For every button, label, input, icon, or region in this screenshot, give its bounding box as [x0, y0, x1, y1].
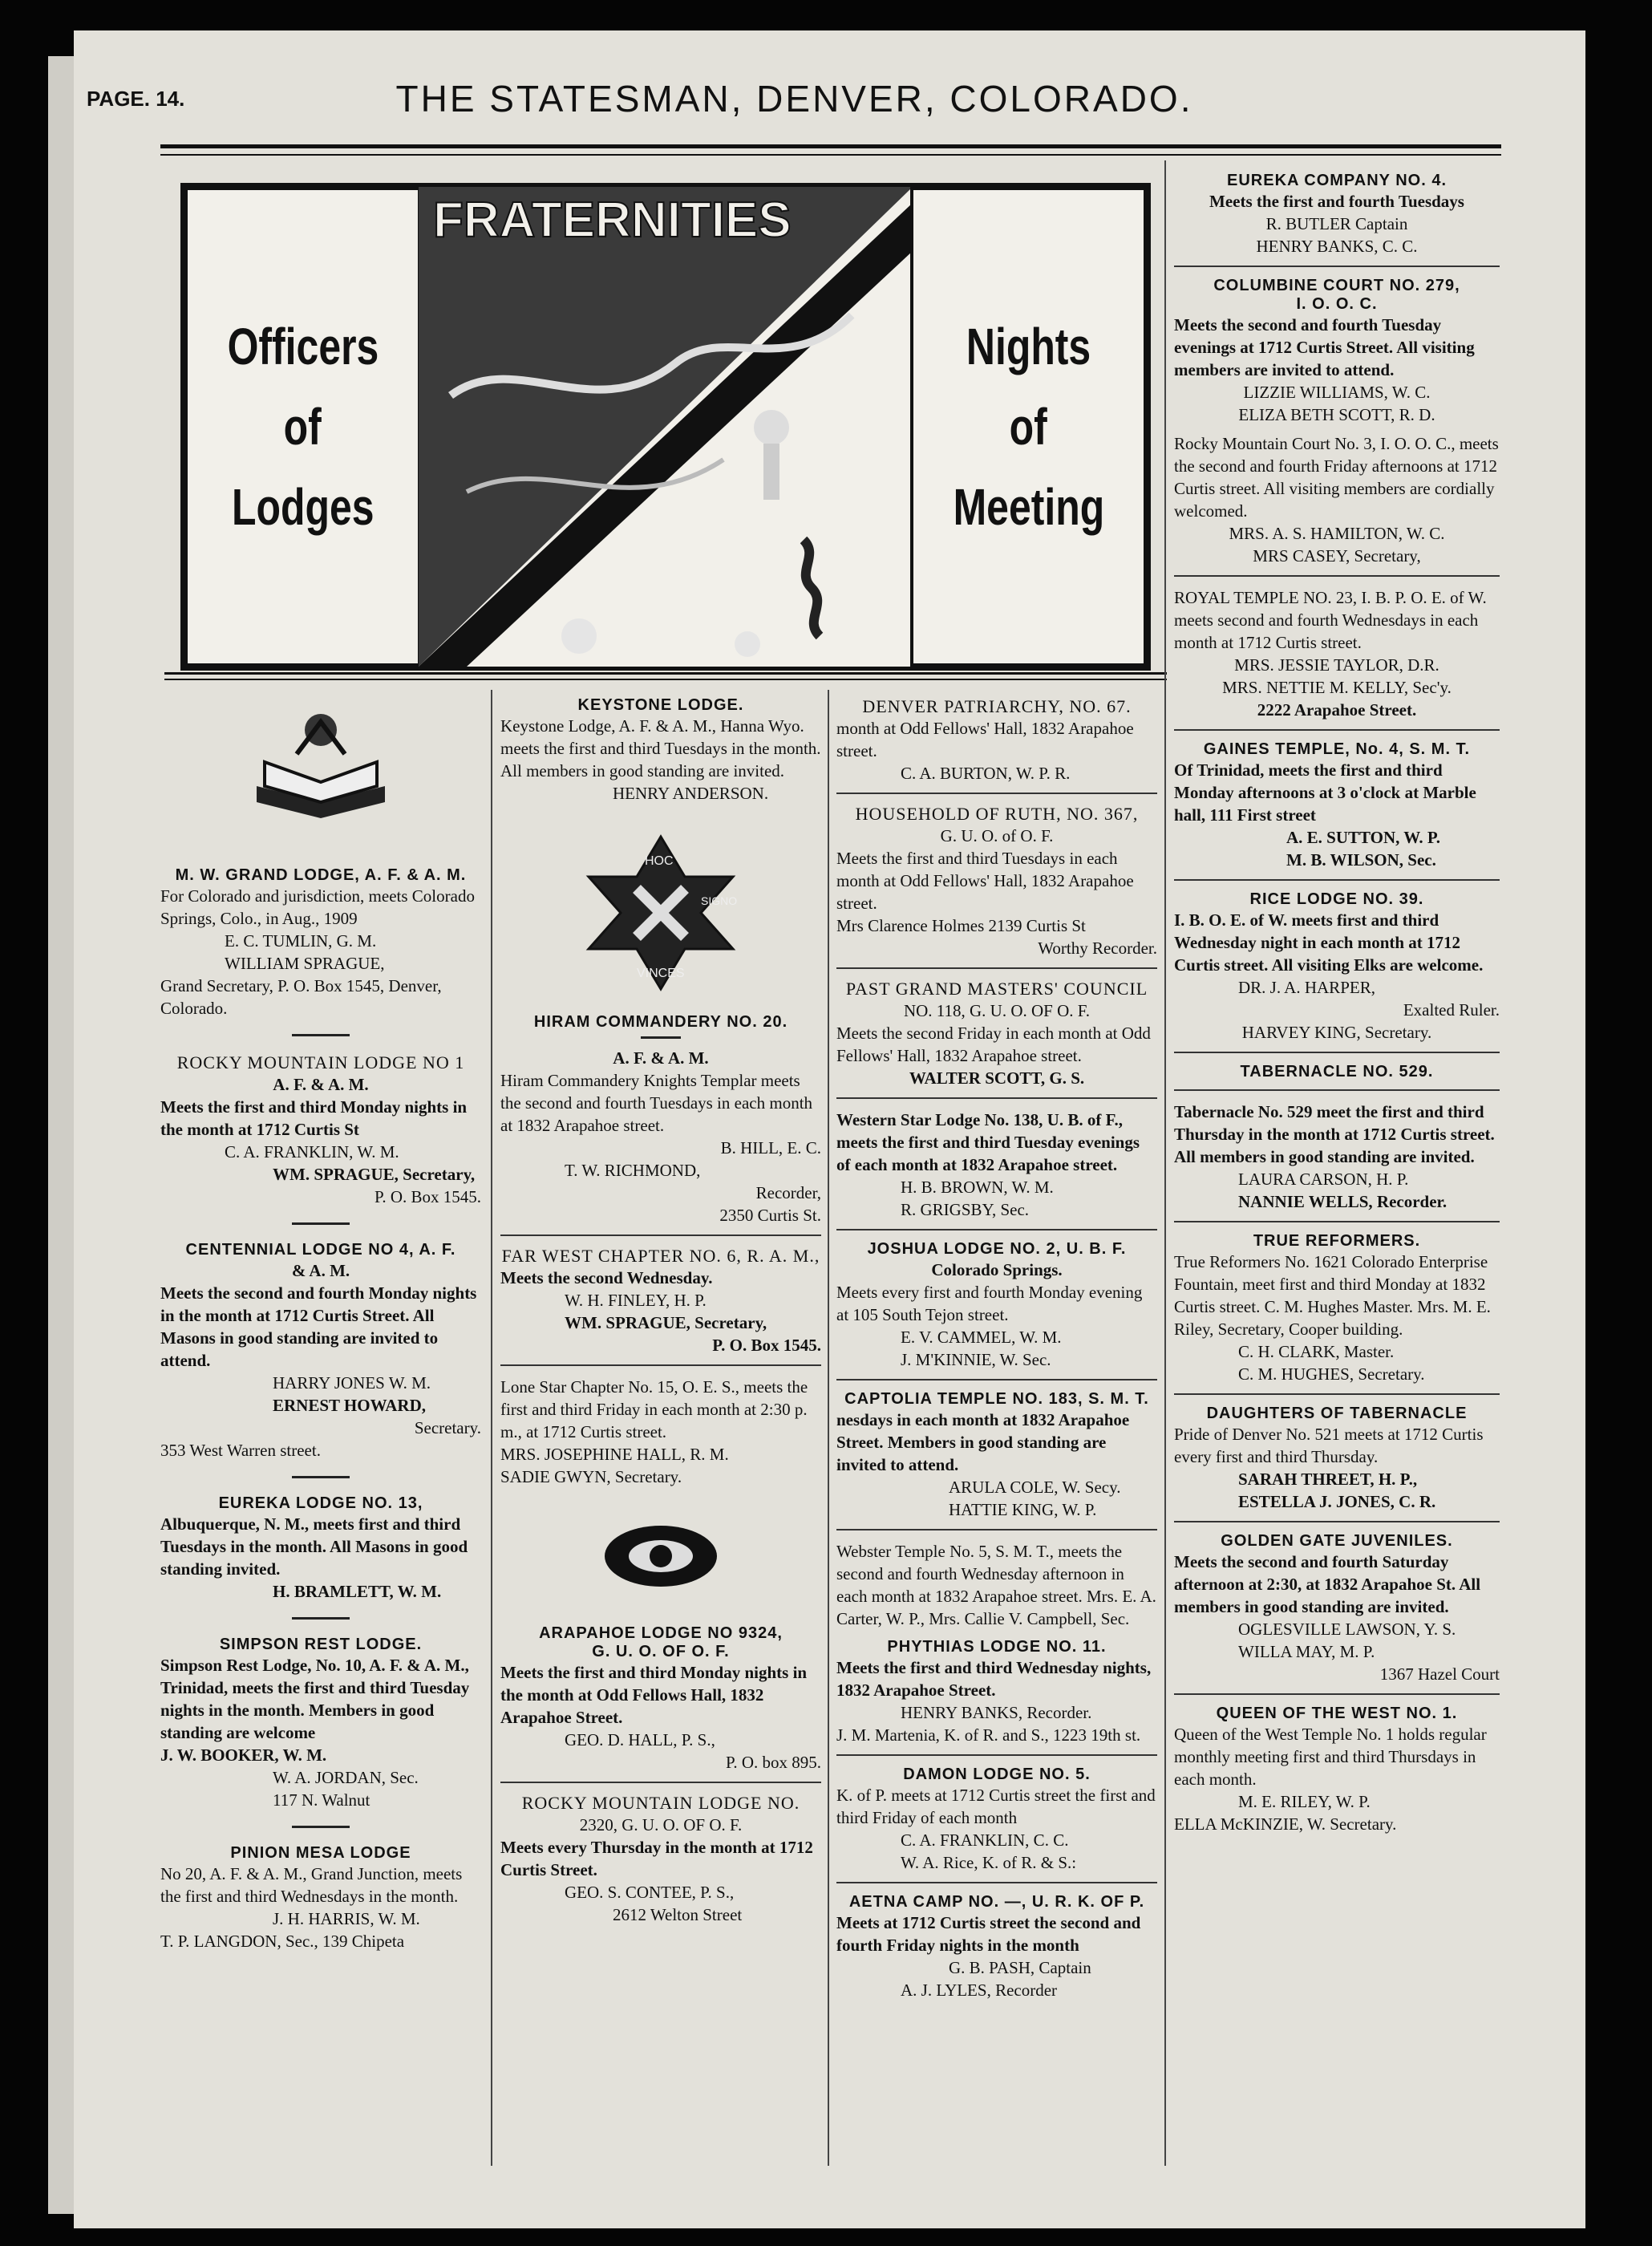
centennial-title: CENTENNIAL LODGE NO 4, A. F.	[185, 1241, 456, 1259]
farwest-body: Meets the second Wednesday.	[500, 1268, 713, 1287]
queen-body: Queen of the West Temple No. 1 holds regular monthly meeting first and third Thursdays in each month.	[1174, 1725, 1487, 1789]
separator-line	[500, 1364, 821, 1366]
separator-line	[1174, 729, 1500, 731]
column-1	[160, 706, 481, 1956]
queen-officer-2: ELLA McKINZIE, W. Secretary.	[1174, 1814, 1397, 1834]
separator-line	[836, 1229, 1157, 1230]
keystone-title: KEYSTONE LODGE.	[577, 696, 744, 714]
separator-line	[836, 1529, 1157, 1530]
patriarchy-officer-1: C. A. BURTON, W. P. R.	[901, 764, 1071, 783]
webster-body: Webster Temple No. 5, S. M. T., meets the second and fourth Wednesday afternoon in each month at 1832 Arapahoe street. Mrs. E. A. Carter, W. P., Mrs. Callie V. Campbell, Sec.	[836, 1542, 1156, 1628]
eurekaco-officer-2: HENRY BANKS, C. C.	[1256, 237, 1418, 256]
pastgrand-sub: NO. 118, G. U. O. OF O. F.	[903, 1001, 1091, 1020]
banner-left-panel	[184, 187, 421, 667]
arapahoe-officer-1: GEO. D. HALL, P. S.,	[565, 1730, 715, 1749]
simpson-officer-3: 117 N. Walnut	[273, 1790, 370, 1810]
western-star-lodge	[836, 1109, 1157, 1221]
pastgrand-body: Meets the second Friday in each month at Odd Fellows' Hall, 1832 Arapahoe street.	[836, 1024, 1151, 1065]
grand-lodge-officer-2: WILLIAM SPRAGUE,	[225, 954, 385, 973]
tabernacle	[1174, 1063, 1500, 1213]
column-2	[500, 696, 821, 1929]
golden-gate-juveniles	[1174, 1532, 1500, 1685]
hiram-officer-1: T. W. RICHMOND,	[565, 1161, 701, 1180]
damon-officer-1: C. A. FRANKLIN, C. C.	[901, 1830, 1069, 1850]
banner-rule	[164, 672, 1167, 675]
grand-lodge-title: M. W. GRAND LODGE, A. F. & A. M.	[175, 866, 467, 884]
joshua-title: JOSHUA LODGE NO. 2, U. B. F.	[867, 1240, 1127, 1258]
separator-line	[1174, 1221, 1500, 1222]
columbine-officer-1: LIZZIE WILLIAMS, W. C.	[1243, 383, 1431, 402]
phythias-officer-2: J. M. Martenia, K. of R. and S., 1223 19th st.	[836, 1725, 1141, 1745]
separator-line	[500, 1234, 821, 1236]
masonic-bible-icon	[249, 706, 393, 826]
grand-lodge-text: For Colorado and jurisdiction, meets Colorado Springs, Colo., in Aug., 1909	[160, 886, 475, 928]
column-divider-3	[1164, 160, 1166, 2166]
phythias-lodge	[836, 1638, 1157, 1746]
reformers-officer-1: C. H. CLARK, Master.	[1238, 1342, 1395, 1361]
rice-officer-1: DR. J. A. HARPER,	[1238, 978, 1375, 997]
far-west-chapter	[500, 1246, 821, 1356]
farwest-officer-1: W. H. FINLEY, H. P.	[565, 1291, 707, 1310]
banner-right-panel	[910, 187, 1147, 667]
rice-officer-3: HARVEY KING, Secretary.	[1241, 1023, 1432, 1042]
patriarchy-body: month at Odd Fellows' Hall, 1832 Arapahoe street.	[836, 719, 1134, 760]
ruth-body: Meets the first and third Tuesdays in each month at Odd Fellows' Hall, 1832 Arapahoe street.	[836, 849, 1134, 913]
separator-line	[1174, 1693, 1500, 1695]
rockyguo-officer-2: 2612 Welton Street	[613, 1905, 743, 1924]
gaines-temple	[1174, 740, 1500, 871]
aetna-body: Meets at 1712 Curtis street the second and fourth Friday nights in the month	[836, 1913, 1141, 1955]
past-grand-masters-council	[836, 979, 1157, 1089]
royal-officer-3: 2222 Arapahoe Street.	[1257, 700, 1417, 720]
simpson-officer-1: J. W. BOOKER, W. M.	[160, 1745, 327, 1765]
daughters-title: DAUGHTERS OF TABERNACLE	[1206, 1405, 1468, 1422]
true-reformers	[1174, 1232, 1500, 1385]
pinion-officer-2: T. P. LANGDON, Sec., 139 Chipeta	[160, 1932, 405, 1951]
arapahoe-sub: G. U. O. OF O. F.	[592, 1643, 730, 1660]
daughters-officer-2: ESTELLA J. JONES, C. R.	[1238, 1492, 1436, 1511]
rocky-mountain-court	[1174, 432, 1500, 567]
banner-left-line-2: of	[283, 398, 322, 456]
arapahoe-body: Meets the first and third Monday nights in the month at Odd Fellows Hall, 1832 Arapahoe Street.	[500, 1663, 808, 1727]
hiram-sub: A. F. & A. M.	[613, 1048, 709, 1068]
joshua-sub: Colorado Springs.	[931, 1260, 1063, 1279]
aetna-title: AETNA CAMP NO. —, U. R. K. OF P.	[848, 1893, 1145, 1911]
banner-right-line-2: of	[1009, 398, 1048, 456]
grand-lodge-officer-1: E. C. TUMLIN, G. M.	[225, 931, 377, 951]
separator	[292, 1617, 350, 1620]
farwest-officer-2: WM. SPRAGUE, Secretary,	[565, 1313, 767, 1332]
golden-body: Meets the second and fourth Saturday afternoon at 2:30, at 1832 Arapahoe St. All members in good standing are invited.	[1174, 1552, 1481, 1616]
rocky-lodge-sub: A. F. & A. M.	[273, 1075, 369, 1094]
aetna-officer-1: G. B. PASH, Captain	[949, 1958, 1091, 1977]
separator	[292, 1034, 350, 1036]
ruth-sub: G. U. O. of O. F.	[940, 826, 1054, 845]
daughters-officer-1: SARAH THREET, H. P.,	[1238, 1470, 1418, 1489]
column-divider-2	[828, 690, 829, 2166]
all-seeing-eye-icon	[601, 1520, 721, 1592]
captolia-body: nesdays in each month at 1832 Arapahoe Street. Members in good standing are invited to attend.	[836, 1410, 1130, 1474]
ruth-officer-2: Worthy Recorder.	[1038, 939, 1157, 958]
rockyguo-body: Meets every Thursday in the month at 1712 Curtis Street.	[500, 1838, 813, 1879]
golden-officer-2: WILLA MAY, M. P.	[1238, 1642, 1375, 1661]
separator-line	[500, 1782, 821, 1783]
rocky-lodge-title: ROCKY MOUNTAIN LODGE NO 1	[176, 1052, 465, 1072]
rice-title: RICE LODGE NO. 39.	[1249, 890, 1424, 908]
separator	[292, 1826, 350, 1828]
farwest-officer-3: P. O. Box 1545.	[712, 1336, 821, 1355]
aetna-officer-2: A. J. LYLES, Recorder	[901, 1980, 1058, 2000]
patriarchy-title: DENVER PATRIARCHY, NO. 67.	[862, 696, 1132, 716]
ruth-officer-1: Mrs Clarence Holmes 2139 Curtis St	[836, 916, 1086, 935]
centennial-officer-2: ERNEST HOWARD,	[273, 1396, 426, 1415]
western-officer-2: R. GRIGSBY, Sec.	[901, 1200, 1030, 1219]
columbine-sub: I. O. O. C.	[1296, 295, 1378, 313]
separator-line	[836, 793, 1157, 794]
rockycourt-body: Rocky Mountain Court No. 3, I. O. O. C., meets the second and fourth Friday afternoons at 1712 Curtis street. All visiting members are cordially welcomed.	[1174, 434, 1499, 521]
centennial-body: Meets the second and fourth Monday nights in the month at 1712 Curtis Street. All Masons in good standing are invited to attend.	[160, 1283, 477, 1370]
eureka-lodge	[160, 1494, 481, 1603]
pinion-body: No 20, A. F. & A. M., Grand Junction, meets the first and third Wednesdays in the month.	[160, 1864, 463, 1906]
keystone-lodge	[500, 696, 821, 805]
lone-star-chapter	[500, 1376, 821, 1488]
pastgrand-title: PAST GRAND MASTERS' COUNCIL	[845, 979, 1148, 999]
rocky-mountain-lodge	[160, 1052, 481, 1208]
columbine-officer-2: ELIZA BETH SCOTT, R. D.	[1238, 405, 1435, 424]
queen-of-the-west	[1174, 1705, 1500, 1835]
hiram-body: Hiram Commandery Knights Templar meets the second and fourth Tuesdays in each month at 1832 Arapahoe street.	[500, 1071, 813, 1135]
royal-temple	[1174, 586, 1500, 721]
separator-line	[1174, 879, 1500, 881]
gaines-body: Of Trinidad, meets the first and third Monday afternoons at 3 o'clock at Marble hall, 111 First street	[1174, 760, 1476, 825]
separator-line	[1174, 1521, 1500, 1522]
eureka-company	[1174, 172, 1500, 257]
centennial-officer-3: Secretary.	[414, 1418, 481, 1437]
rockycourt-officer-2: MRS CASEY, Secretary,	[1253, 546, 1421, 566]
banner-center-title: FRATERNITIES	[433, 193, 792, 248]
pinion-officer-1: J. H. HARRIS, W. M.	[273, 1909, 420, 1928]
rice-officer-2: Exalted Ruler.	[1403, 1000, 1500, 1020]
separator-line	[1174, 266, 1500, 267]
separator-line	[1174, 1089, 1500, 1091]
eurekaco-title: EUREKA COMPANY NO. 4.	[1227, 172, 1447, 189]
pinion-mesa-lodge	[160, 1844, 481, 1952]
aetna-camp	[836, 1893, 1157, 2001]
banner-right-line-3: Meeting	[953, 478, 1104, 536]
reformers-body: True Reformers No. 1621 Colorado Enterprise Fountain, meet first and third Monday at 1832 Curtis street. C. M. Hughes Master. Mrs. M. E. Riley, Secretary, Cooper building.	[1174, 1252, 1491, 1339]
rocky-mountain-guo	[500, 1793, 821, 1926]
reformers-officer-2: C. M. HUGHES, Secretary.	[1238, 1364, 1425, 1384]
household-of-ruth	[836, 804, 1157, 959]
page-header	[87, 59, 1502, 120]
simpson-rest-lodge	[160, 1636, 481, 1811]
templar-cross-icon	[581, 829, 741, 997]
royal-officer-2: MRS. NETTIE M. KELLY, Sec'y.	[1222, 678, 1452, 697]
pastgrand-officer-1: WALTER SCOTT, G. S.	[909, 1068, 1085, 1088]
tabernacle-officer-2: NANNIE WELLS, Recorder.	[1238, 1192, 1448, 1211]
page-number: PAGE. 14.	[87, 87, 185, 111]
simpson-officer-2: W. A. JORDAN, Sec.	[273, 1768, 419, 1787]
separator-line	[836, 1754, 1157, 1756]
arapahoe-lodge	[500, 1624, 821, 1774]
separator-line	[836, 967, 1157, 969]
lonestar-officer-2: SADIE GWYN, Secretary.	[500, 1467, 682, 1486]
separator-line	[836, 1379, 1157, 1380]
rocky-lodge-officer-1: C. A. FRANKLIN, W. M.	[225, 1142, 399, 1162]
emblem-word-hoc: HOC	[645, 854, 674, 868]
newspaper-title: THE STATESMAN, DENVER, COLORADO.	[395, 78, 1193, 120]
column-divider-1	[491, 690, 492, 2166]
damon-body: K. of P. meets at 1712 Curtis street the first and third Friday of each month	[836, 1786, 1156, 1827]
keystone-body: Keystone Lodge, A. F. & A. M., Hanna Wyo. meets the first and third Tuesdays in the month. All members in good standing are invited.	[500, 716, 821, 780]
rockycourt-officer-1: MRS. A. S. HAMILTON, W. C.	[1229, 524, 1445, 543]
header-rule-thin	[160, 154, 1501, 156]
arapahoe-officer-2: P. O. box 895.	[725, 1753, 821, 1772]
columbine-title: COLUMBINE COURT NO. 279,	[1213, 277, 1460, 294]
banner-right-line-1: Nights	[966, 318, 1091, 375]
queen-title: QUEEN OF THE WEST NO. 1.	[1216, 1705, 1458, 1722]
webster-temple	[836, 1540, 1157, 1630]
royal-officer-1: MRS. JESSIE TAYLOR, D.R.	[1234, 655, 1439, 675]
separator-line	[1174, 575, 1500, 577]
rocky-lodge-body: Meets the first and third Monday nights in the month at 1712 Curtis St	[160, 1097, 468, 1139]
emblem-word-vinces: VINCES	[637, 967, 685, 980]
column-4	[1174, 172, 1500, 1839]
emblem-word-signo: SIGNO	[701, 894, 738, 907]
gaines-officer-2: M. B. WILSON, Sec.	[1286, 850, 1436, 870]
rockyguo-officer-1: GEO. S. CONTEE, P. S.,	[565, 1883, 735, 1902]
lonestar-officer-1: MRS. JOSEPHINE HALL, R. M.	[500, 1445, 729, 1464]
tabernacle-officer-1: LAURA CARSON, H. P.	[1238, 1170, 1409, 1189]
captolia-title: CAPTOLIA TEMPLE NO. 183, S. M. T.	[844, 1390, 1149, 1408]
joshua-lodge	[836, 1240, 1157, 1371]
western-body: Western Star Lodge No. 138, U. B. of F., meets the first and third Tuesday evenings of each month at 1832 Arapahoe street.	[836, 1110, 1140, 1174]
gaines-officer-1: A. E. SUTTON, W. P.	[1286, 828, 1440, 847]
rice-body: I. B. O. E. of W. meets first and third Wednesday night in each month at 1712 Curtis street. All visiting Elks are welcome.	[1174, 910, 1484, 975]
captolia-officer-2: HATTIE KING, W. P.	[949, 1500, 1097, 1519]
grand-lodge-tail: Grand Secretary, P. O. Box 1545, Denver, Colorado.	[160, 976, 442, 1018]
fraternities-illustration-icon	[419, 187, 913, 667]
separator-line	[836, 1882, 1157, 1883]
rockyguo-title: ROCKY MOUNTAIN LODGE NO.	[521, 1793, 800, 1813]
denver-patriarchy	[836, 696, 1157, 784]
tabernacle-title: TABERNACLE NO. 529.	[1240, 1063, 1434, 1080]
separator-line	[836, 1097, 1157, 1099]
rocky-lodge-officer-3: P. O. Box 1545.	[374, 1187, 481, 1206]
separator-line	[1174, 1393, 1500, 1395]
hiram-officer-0: B. HILL, E. C.	[720, 1138, 821, 1157]
golden-officer-3: 1367 Hazel Court	[1379, 1664, 1500, 1684]
simpson-title: SIMPSON REST LODGE.	[219, 1636, 423, 1653]
damon-title: DAMON LODGE NO. 5.	[903, 1766, 1091, 1783]
royal-body: ROYAL TEMPLE NO. 23, I. B. P. O. E. of W. meets second and fourth Wednesdays in each month at 1712 Curtis street.	[1174, 588, 1487, 652]
hiram-officer-3: 2350 Curtis St.	[719, 1206, 821, 1225]
golden-officer-1: OGLESVILLE LAWSON, Y. S.	[1238, 1620, 1456, 1639]
gaines-title: GAINES TEMPLE, No. 4, S. M. T.	[1203, 740, 1471, 758]
tabernacle-body: Tabernacle No. 529 meet the first and third Thursday in the month at 1712 Curtis street. All members in good standing are invited.	[1174, 1102, 1495, 1166]
banner-rule-thin	[164, 679, 1167, 680]
rockyguo-sub: 2320, G. U. O. OF O. F.	[579, 1815, 743, 1835]
joshua-officer-2: J. M'KINNIE, W. Sec.	[901, 1350, 1051, 1369]
damon-lodge	[836, 1766, 1157, 1874]
phythias-officer-1: HENRY BANKS, Recorder.	[901, 1703, 1092, 1722]
daughters-body: Pride of Denver No. 521 meets at 1712 Curtis every first and third Thursday.	[1174, 1425, 1484, 1466]
damon-officer-2: W. A. Rice, K. of R. & S.:	[901, 1853, 1077, 1872]
hiram-commandery	[500, 1013, 821, 1226]
centennial-lodge	[160, 1241, 481, 1462]
banner-left-line-1: Officers	[227, 318, 379, 375]
column-3	[836, 696, 1157, 2005]
separator	[641, 1036, 681, 1039]
arapahoe-title: ARAPAHOE LODGE NO 9324,	[539, 1624, 783, 1642]
captolia-temple	[836, 1390, 1157, 1521]
rocky-lodge-officer-2: WM. SPRAGUE, Secretary,	[273, 1165, 476, 1184]
farwest-title: FAR WEST CHAPTER NO. 6, R. A. M.,	[501, 1246, 820, 1266]
golden-title: GOLDEN GATE JUVENILES.	[1221, 1532, 1453, 1550]
banner-illustration	[419, 187, 913, 667]
joshua-body: Meets every first and fourth Monday evening at 105 South Tejon street.	[836, 1283, 1143, 1324]
centennial-officer-1: HARRY JONES W. M.	[273, 1373, 431, 1393]
separator	[292, 1222, 350, 1225]
joshua-officer-1: E. V. CAMMEL, W. M.	[901, 1328, 1062, 1347]
banner-left-line-3: Lodges	[231, 478, 375, 536]
separator	[292, 1476, 350, 1478]
columbine-court	[1174, 277, 1500, 426]
simpson-body: Simpson Rest Lodge, No. 10, A. F. & A. M., Trinidad, meets the first and third Tuesday nights in the month. Members in good standing are welcome	[160, 1656, 470, 1742]
captolia-officer-1: ARULA COLE, W. Secy.	[949, 1478, 1121, 1497]
columbine-body: Meets the second and fourth Tuesday evenings at 1712 Curtis Street. All visiting members are invited to attend.	[1174, 315, 1475, 379]
fraternities-banner	[180, 183, 1151, 671]
daughters-of-tabernacle	[1174, 1405, 1500, 1513]
eurekaco-body: Meets the first and fourth Tuesdays	[1209, 192, 1464, 211]
western-officer-1: H. B. BROWN, W. M.	[901, 1178, 1054, 1197]
phythias-body: Meets the first and third Wednesday nights, 1832 Arapahoe Street.	[836, 1658, 1152, 1700]
hiram-officer-2: Recorder,	[755, 1183, 821, 1202]
grand-lodge	[160, 866, 481, 1020]
pinion-title: PINION MESA LODGE	[230, 1844, 411, 1862]
separator-line	[1174, 1052, 1500, 1053]
centennial-sub: & A. M.	[291, 1261, 350, 1280]
queen-officer-1: M. E. RILEY, W. P.	[1238, 1792, 1371, 1811]
eurekaco-officer-1: R. BUTLER Captain	[1265, 214, 1408, 233]
header-rule	[160, 144, 1501, 148]
rice-lodge	[1174, 890, 1500, 1044]
reformers-title: TRUE REFORMERS.	[1253, 1232, 1421, 1250]
phythias-title: PHYTHIAS LODGE NO. 11.	[887, 1638, 1107, 1656]
lonestar-body: Lone Star Chapter No. 15, O. E. S., meets the first and third Friday in each month at 2:30 p. m., at 1712 Curtis street.	[500, 1377, 808, 1441]
eureka-title: EUREKA LODGE NO. 13,	[218, 1494, 423, 1512]
eureka-body: Albuquerque, N. M., meets first and third Tuesdays in the month. All Masons in good standing invited.	[160, 1514, 468, 1579]
hiram-title: HIRAM COMMANDERY NO. 20.	[533, 1013, 788, 1031]
keystone-officer-1: HENRY ANDERSON.	[613, 784, 769, 803]
ruth-title: HOUSEHOLD OF RUTH, NO. 367,	[855, 804, 1139, 824]
eureka-officer-1: H. BRAMLETT, W. M.	[273, 1582, 442, 1601]
centennial-address: 353 West Warren street.	[160, 1441, 321, 1460]
